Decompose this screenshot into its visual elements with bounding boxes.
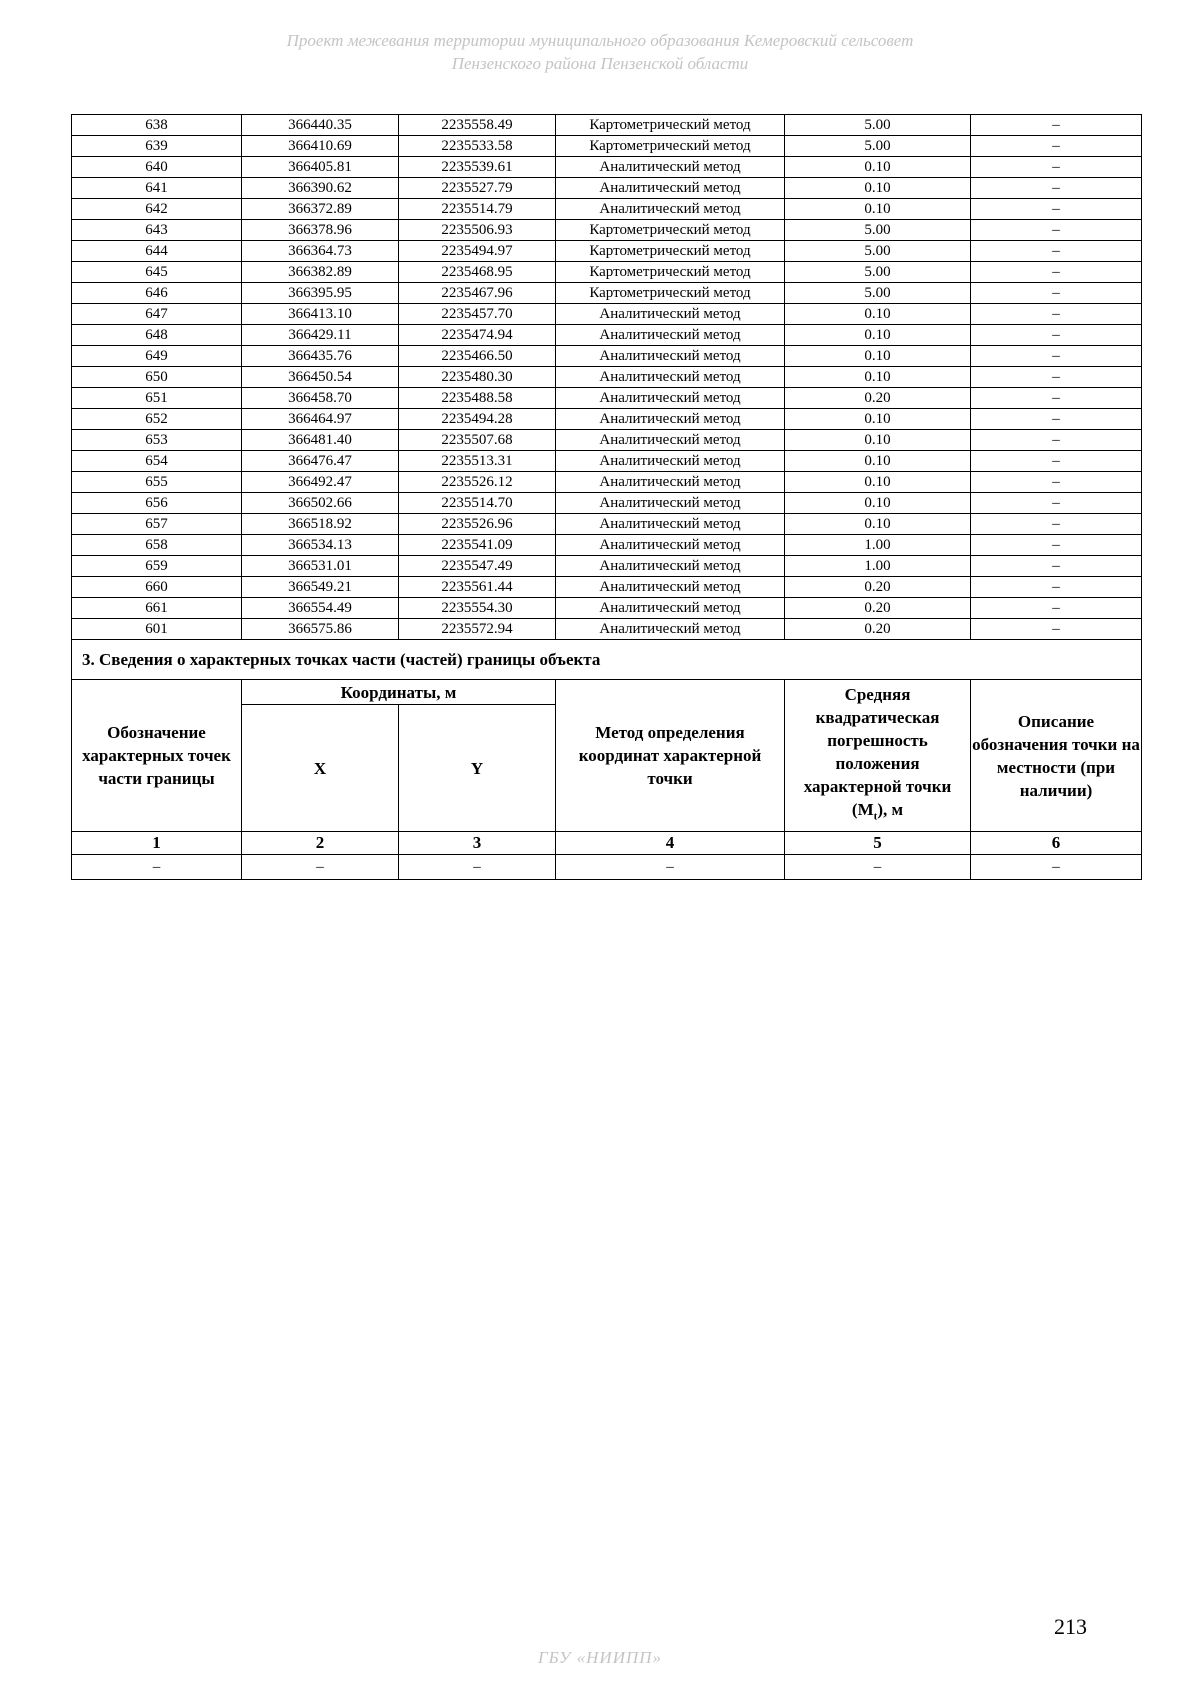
description-cell: – — [971, 577, 1142, 598]
method-cell: Аналитический метод — [556, 430, 785, 451]
method-cell: Картометрический метод — [556, 115, 785, 136]
error-cell: 0.10 — [785, 514, 971, 535]
y-coordinate-cell: 2235457.70 — [399, 304, 556, 325]
table-row — [72, 115, 1142, 136]
method-cell: Аналитический метод — [556, 535, 785, 556]
x-coordinate-cell: 366502.66 — [242, 493, 399, 514]
column-number: 2 — [242, 832, 399, 855]
method-cell: Аналитический метод — [556, 451, 785, 472]
y-coordinate-cell: 2235572.94 — [399, 619, 556, 640]
col-header-method: Метод определения координат характерной точки — [556, 680, 785, 832]
point-id-cell: 646 — [72, 283, 242, 304]
error-cell: 0.20 — [785, 619, 971, 640]
document-footer: ГБУ «НИИПП» — [537, 1648, 663, 1667]
y-coordinate-cell: 2235506.93 — [399, 220, 556, 241]
method-cell: Аналитический метод — [556, 598, 785, 619]
point-id-cell: 647 — [72, 304, 242, 325]
description-cell: – — [971, 535, 1142, 556]
section-3-header-row — [72, 680, 1142, 705]
x-coordinate-cell: 366364.73 — [242, 241, 399, 262]
description-cell: – — [971, 241, 1142, 262]
description-cell: – — [971, 619, 1142, 640]
y-coordinate-cell: 2235547.49 — [399, 556, 556, 577]
y-coordinate-cell: 2235526.96 — [399, 514, 556, 535]
description-cell: – — [971, 409, 1142, 430]
table-row — [72, 136, 1142, 157]
table-row — [72, 556, 1142, 577]
method-cell: Картометрический метод — [556, 220, 785, 241]
point-id-cell: 651 — [72, 388, 242, 409]
point-id-cell: 654 — [72, 451, 242, 472]
error-cell: 5.00 — [785, 262, 971, 283]
table-row — [72, 493, 1142, 514]
col-header-description: Описание обозначения точки на местности (при наличии) — [971, 680, 1142, 832]
x-coordinate-cell: 366492.47 — [242, 472, 399, 493]
y-coordinate-cell: 2235558.49 — [399, 115, 556, 136]
x-coordinate-cell: 366450.54 — [242, 367, 399, 388]
error-cell: 5.00 — [785, 136, 971, 157]
table-row — [72, 220, 1142, 241]
y-coordinate-cell: 2235466.50 — [399, 346, 556, 367]
x-coordinate-cell: 366554.49 — [242, 598, 399, 619]
error-cell: 5.00 — [785, 220, 971, 241]
section-3-row — [72, 640, 1142, 680]
description-cell: – — [971, 325, 1142, 346]
y-coordinate-cell: 2235554.30 — [399, 598, 556, 619]
x-coordinate-cell: 366534.13 — [242, 535, 399, 556]
col-header-x: X — [242, 705, 399, 832]
y-coordinate-cell: 2235468.95 — [399, 262, 556, 283]
empty-cell: – — [399, 855, 556, 880]
x-coordinate-cell: 366372.89 — [242, 199, 399, 220]
point-id-cell: 652 — [72, 409, 242, 430]
x-coordinate-cell: 366378.96 — [242, 220, 399, 241]
document-header-line-2: Пензенского района Пензенской области — [451, 54, 749, 73]
error-cell: 0.10 — [785, 451, 971, 472]
y-coordinate-cell: 2235541.09 — [399, 535, 556, 556]
empty-cell: – — [556, 855, 785, 880]
point-id-cell: 649 — [72, 346, 242, 367]
y-coordinate-cell: 2235474.94 — [399, 325, 556, 346]
table-row — [72, 367, 1142, 388]
point-id-cell: 655 — [72, 472, 242, 493]
y-coordinate-cell: 2235527.79 — [399, 178, 556, 199]
table-row — [72, 451, 1142, 472]
point-id-cell: 640 — [72, 157, 242, 178]
x-coordinate-cell: 366413.10 — [242, 304, 399, 325]
table-row — [72, 388, 1142, 409]
method-cell: Аналитический метод — [556, 493, 785, 514]
x-coordinate-cell: 366458.70 — [242, 388, 399, 409]
table-row — [72, 409, 1142, 430]
y-coordinate-cell: 2235539.61 — [399, 157, 556, 178]
x-coordinate-cell: 366518.92 — [242, 514, 399, 535]
section-3-empty-row — [72, 855, 1142, 880]
error-cell: 0.10 — [785, 157, 971, 178]
x-coordinate-cell: 366382.89 — [242, 262, 399, 283]
description-cell: – — [971, 115, 1142, 136]
table-row — [72, 514, 1142, 535]
section-3-title: 3. Сведения о характерных точках части (частей) границы объекта — [72, 640, 1142, 680]
description-cell: – — [971, 136, 1142, 157]
table-row — [72, 178, 1142, 199]
table-row — [72, 241, 1142, 262]
error-cell: 0.10 — [785, 430, 971, 451]
col-header-error — [785, 680, 971, 832]
x-coordinate-cell: 366410.69 — [242, 136, 399, 157]
description-cell: – — [971, 304, 1142, 325]
error-cell: 0.10 — [785, 199, 971, 220]
description-cell: – — [971, 388, 1142, 409]
point-id-cell: 639 — [72, 136, 242, 157]
table-row — [72, 430, 1142, 451]
empty-cell: – — [72, 855, 242, 880]
description-cell: – — [971, 451, 1142, 472]
description-cell: – — [971, 430, 1142, 451]
point-id-cell: 659 — [72, 556, 242, 577]
error-cell: 1.00 — [785, 556, 971, 577]
method-cell: Аналитический метод — [556, 367, 785, 388]
method-cell: Картометрический метод — [556, 136, 785, 157]
description-cell: – — [971, 367, 1142, 388]
method-cell: Аналитический метод — [556, 472, 785, 493]
col-header-designation: Обозначение характерных точек части границы — [72, 680, 242, 832]
description-cell: – — [971, 199, 1142, 220]
x-coordinate-cell: 366476.47 — [242, 451, 399, 472]
error-cell: 0.10 — [785, 409, 971, 430]
y-coordinate-cell: 2235513.31 — [399, 451, 556, 472]
method-cell: Картометрический метод — [556, 262, 785, 283]
x-coordinate-cell: 366405.81 — [242, 157, 399, 178]
table-row — [72, 157, 1142, 178]
method-cell: Аналитический метод — [556, 409, 785, 430]
table-row — [72, 472, 1142, 493]
point-id-cell: 645 — [72, 262, 242, 283]
method-cell: Аналитический метод — [556, 388, 785, 409]
x-coordinate-cell: 366395.95 — [242, 283, 399, 304]
error-cell: 0.10 — [785, 472, 971, 493]
point-id-cell: 644 — [72, 241, 242, 262]
error-cell: 5.00 — [785, 283, 971, 304]
description-cell: – — [971, 157, 1142, 178]
point-id-cell: 641 — [72, 178, 242, 199]
error-cell: 0.10 — [785, 493, 971, 514]
error-cell: 0.10 — [785, 367, 971, 388]
error-cell: 0.20 — [785, 388, 971, 409]
point-id-cell: 643 — [72, 220, 242, 241]
description-cell: – — [971, 598, 1142, 619]
x-coordinate-cell: 366531.01 — [242, 556, 399, 577]
table-row — [72, 283, 1142, 304]
error-cell: 1.00 — [785, 535, 971, 556]
x-coordinate-cell: 366390.62 — [242, 178, 399, 199]
description-cell: – — [971, 178, 1142, 199]
x-coordinate-cell: 366481.40 — [242, 430, 399, 451]
y-coordinate-cell: 2235533.58 — [399, 136, 556, 157]
y-coordinate-cell: 2235480.30 — [399, 367, 556, 388]
error-cell: 0.10 — [785, 346, 971, 367]
point-id-cell: 642 — [72, 199, 242, 220]
table-row — [72, 577, 1142, 598]
point-id-cell: 660 — [72, 577, 242, 598]
column-number-row — [72, 832, 1142, 855]
method-cell: Картометрический метод — [556, 241, 785, 262]
description-cell: – — [971, 346, 1142, 367]
method-cell: Аналитический метод — [556, 178, 785, 199]
method-cell: Аналитический метод — [556, 199, 785, 220]
point-id-cell: 657 — [72, 514, 242, 535]
error-cell: 5.00 — [785, 241, 971, 262]
error-cell: 0.10 — [785, 325, 971, 346]
description-cell: – — [971, 220, 1142, 241]
point-id-cell: 658 — [72, 535, 242, 556]
method-cell: Аналитический метод — [556, 619, 785, 640]
table-row — [72, 199, 1142, 220]
table-row — [72, 262, 1142, 283]
point-id-cell: 648 — [72, 325, 242, 346]
document-header-line-1: Проект межевания территории муниципального образования Кемеровский сельсовет — [286, 31, 914, 50]
description-cell: – — [971, 493, 1142, 514]
table-row — [72, 598, 1142, 619]
method-cell: Картометрический метод — [556, 283, 785, 304]
table-row — [72, 325, 1142, 346]
coordinates-table-body — [72, 115, 1142, 640]
x-coordinate-cell: 366549.21 — [242, 577, 399, 598]
coordinates-table — [71, 114, 1142, 880]
col-header-error-text: Средняя квадратическая погрешность положения характерной точки $(M_t)$, м — [803, 684, 952, 823]
y-coordinate-cell: 2235488.58 — [399, 388, 556, 409]
error-cell: 0.20 — [785, 598, 971, 619]
error-cell: 0.10 — [785, 304, 971, 325]
point-id-cell: 661 — [72, 598, 242, 619]
y-coordinate-cell: 2235507.68 — [399, 430, 556, 451]
method-cell: Аналитический метод — [556, 556, 785, 577]
description-cell: – — [971, 262, 1142, 283]
point-id-cell: 656 — [72, 493, 242, 514]
method-cell: Аналитический метод — [556, 514, 785, 535]
x-coordinate-cell: 366575.86 — [242, 619, 399, 640]
x-coordinate-cell: 366464.97 — [242, 409, 399, 430]
method-cell: Аналитический метод — [556, 346, 785, 367]
col-header-y: Y — [399, 705, 556, 832]
method-cell: Аналитический метод — [556, 577, 785, 598]
point-id-cell: 653 — [72, 430, 242, 451]
y-coordinate-cell: 2235494.28 — [399, 409, 556, 430]
column-number: 1 — [72, 832, 242, 855]
empty-cell: – — [971, 855, 1142, 880]
x-coordinate-cell: 366435.76 — [242, 346, 399, 367]
table-row — [72, 304, 1142, 325]
column-number: 6 — [971, 832, 1142, 855]
point-id-cell: 650 — [72, 367, 242, 388]
col-header-coordinates: Координаты, м — [242, 680, 556, 705]
error-cell: 0.10 — [785, 178, 971, 199]
point-id-cell: 638 — [72, 115, 242, 136]
method-cell: Аналитический метод — [556, 325, 785, 346]
description-cell: – — [971, 472, 1142, 493]
error-cell: 5.00 — [785, 115, 971, 136]
page-number: 213 — [1054, 1614, 1087, 1639]
description-cell: – — [971, 283, 1142, 304]
x-coordinate-cell: 366440.35 — [242, 115, 399, 136]
method-cell: Аналитический метод — [556, 157, 785, 178]
y-coordinate-cell: 2235514.79 — [399, 199, 556, 220]
y-coordinate-cell: 2235526.12 — [399, 472, 556, 493]
table-row — [72, 535, 1142, 556]
method-cell: Аналитический метод — [556, 304, 785, 325]
point-id-cell: 601 — [72, 619, 242, 640]
y-coordinate-cell: 2235494.97 — [399, 241, 556, 262]
table-row — [72, 619, 1142, 640]
description-cell: – — [971, 514, 1142, 535]
table-row — [72, 346, 1142, 367]
column-number: 4 — [556, 832, 785, 855]
empty-cell: – — [242, 855, 399, 880]
description-cell: – — [971, 556, 1142, 577]
y-coordinate-cell: 2235467.96 — [399, 283, 556, 304]
column-number: 5 — [785, 832, 971, 855]
x-coordinate-cell: 366429.11 — [242, 325, 399, 346]
error-cell: 0.20 — [785, 577, 971, 598]
y-coordinate-cell: 2235561.44 — [399, 577, 556, 598]
column-number: 3 — [399, 832, 556, 855]
empty-cell: – — [785, 855, 971, 880]
y-coordinate-cell: 2235514.70 — [399, 493, 556, 514]
